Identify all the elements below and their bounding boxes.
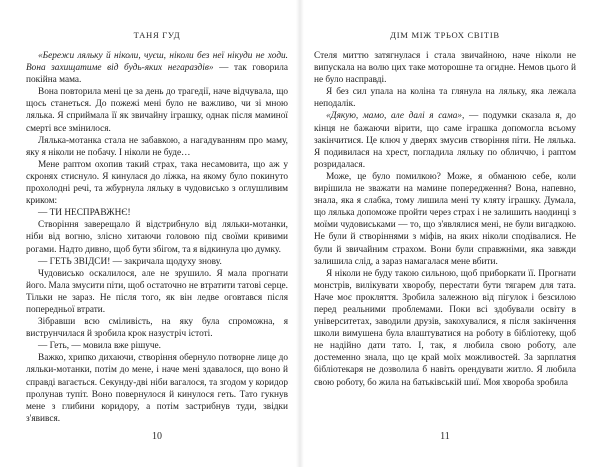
left-running-head: ТАНЯ ГУД — [133, 30, 181, 40]
right-paragraph-2: Я без сил упала на коліна та глянула на ляльку, яка лежала неподалік. — [314, 87, 576, 110]
right-paragraph-4: Може, це було помилкою? Може, я обманюю себе, коли вирішила не зважати на мамине попередження? Вона, напевно, знала, яка я слабка, тому лишила мені ту кляту іграшку. Думала, що лялька допоможе пройти через страх і не залишить наодинці з моїми чудовиськами — то, що з'являлися мені, не були вигадкою. Не були й створіннями з міфів, на яких ніколи сподівалися. Не були й звичайним страхом. Вони були справжніми, яка завжди залишила слід, а зараз намагалася мене вбити. — [314, 171, 576, 267]
right-paragraph-3-text: — подумки сказала я, до кінця не бажаючи вірити, що саме іграшка допомогла всьому закінчитися. Це ключ у дверях змусив створіння піти. Не лялька. Я подивилася на хрест, погладила ляльку по обличчю, і раптом розридалася. — [314, 111, 576, 170]
left-paragraph-7: — ГЕТЬ ЗВІДСИ! — закричала щодуху знову. — [38, 256, 222, 267]
book-gutter — [296, 0, 304, 467]
left-paragraph-4: Мене раптом охопив такий страх, така несамовита, що аж у скронях стиснуло. Я кинулася до ліжка, на якому було покинуто прохолодні речі, та жбурнула ляльку в чудовисько з оглушливим криком: — [26, 159, 288, 207]
left-paragraph-9: Зібравши всю сміливість, на яку була спроможна, я виструнчилася й зробила крок назустріч істоті. — [26, 317, 288, 340]
left-page — [26, 0, 288, 467]
left-paragraph-1-italic: «Бережи ляльку й ніколи, чуєш, ніколи без неї нікуди не ходи. Вона захищатиме від будь-яких негараздів» — [26, 51, 288, 74]
left-paragraph-10: — Геть, — мовила вже рішуче. — [38, 341, 162, 352]
right-paragraph-1: Стеля миттю затягнулася і стала звичайною, наче ніколи не випускала на волю цих таке моторошне та огидне. Немов цього й не було насправді. — [314, 51, 576, 86]
left-paragraph-1 — [26, 50, 288, 86]
left-paragraph-6: Створіння заверещало й відстрибнуло від ляльки-мотанки, ніби від вогню, злісно хитаючи головою під своїми кривими рогами. Надто дивно, щоб бути збігом, та я відкинула цю думку. — [26, 220, 288, 255]
left-paragraph-11: Важко, хрипко дихаючи, створіння обернуло потворне лице до ляльки-мотанки, потім до мене, і наче мені здавалося, що воно й справді вагається. Секунду-дві ніби вагалося, та згодом у коридор пролунав тупіт. Воно повернулося й кинулося геть. Тато гукнув мене з глибини коридору, а потім застрибнув туди, звідки з'явився. — [26, 353, 288, 424]
right-paragraph-5: Я ніколи не буду такою сильною, щоб приборкати її. Прогнати монстрів, вилікувати хворобу, перестати бути тягарем для тата. Наче моє прокляття. Зробила залежною від пігулок і безсилою перед реальними проблемами. Поки всі здобували освіту в університетах, заводили друзів, закохувалися, я після закінчення школи вимушена була влаштуватися на роботу в бібліотеку, щоб не надійно дати тато. І, так, я любила свою роботу, але достеменно знала, що це край моїх можливостей. За зарплатня бібліотекаря не дозволила б навіть орендувати житло. Я любила свою роботу, бо жила на батьківській шиї. Моя хвороба зробила — [314, 268, 576, 388]
left-paragraph-8: Чудовисько оскалилося, але не зрушило. Я мала прогнати його. Мала змусити піти, щоб остаточно не втратити татові серце. Тільки не зараз. Не після того, як він ледве оговтався після попередньої втрати. — [26, 268, 288, 315]
right-paragraph-3 — [314, 110, 576, 170]
right-page-body — [314, 50, 576, 389]
right-running-head: ДІМ МІЖ ТРЬОХ СВІТІВ — [390, 30, 500, 40]
left-page-body — [26, 50, 288, 425]
left-paragraph-5: — ТИ НЕСПРАВЖНЄ! — [38, 208, 131, 219]
right-paragraph-3-italic: «Дякую, мамо, але далі я сама», — [326, 111, 465, 122]
left-paragraph-3: Лялька-мотанка стала не забавкою, а нагадуванням про маму, яку я ніколи не побачу. І ніколи не буде… — [26, 135, 288, 158]
left-paragraph-1-text: — так говорила покійна мама. — [26, 63, 288, 86]
left-page-number: 10 — [152, 431, 162, 442]
left-paragraph-2: Вона повторила мені це за день до трагедії, наче відчувала, що щось станеться. До пожежі мені було не важливо, чи зі мною лялька. Я сприймала її як звичайну іграшку, однак після маминої смерті все змінилося. — [26, 87, 288, 134]
right-page — [314, 0, 576, 467]
right-page-number: 11 — [440, 431, 450, 442]
